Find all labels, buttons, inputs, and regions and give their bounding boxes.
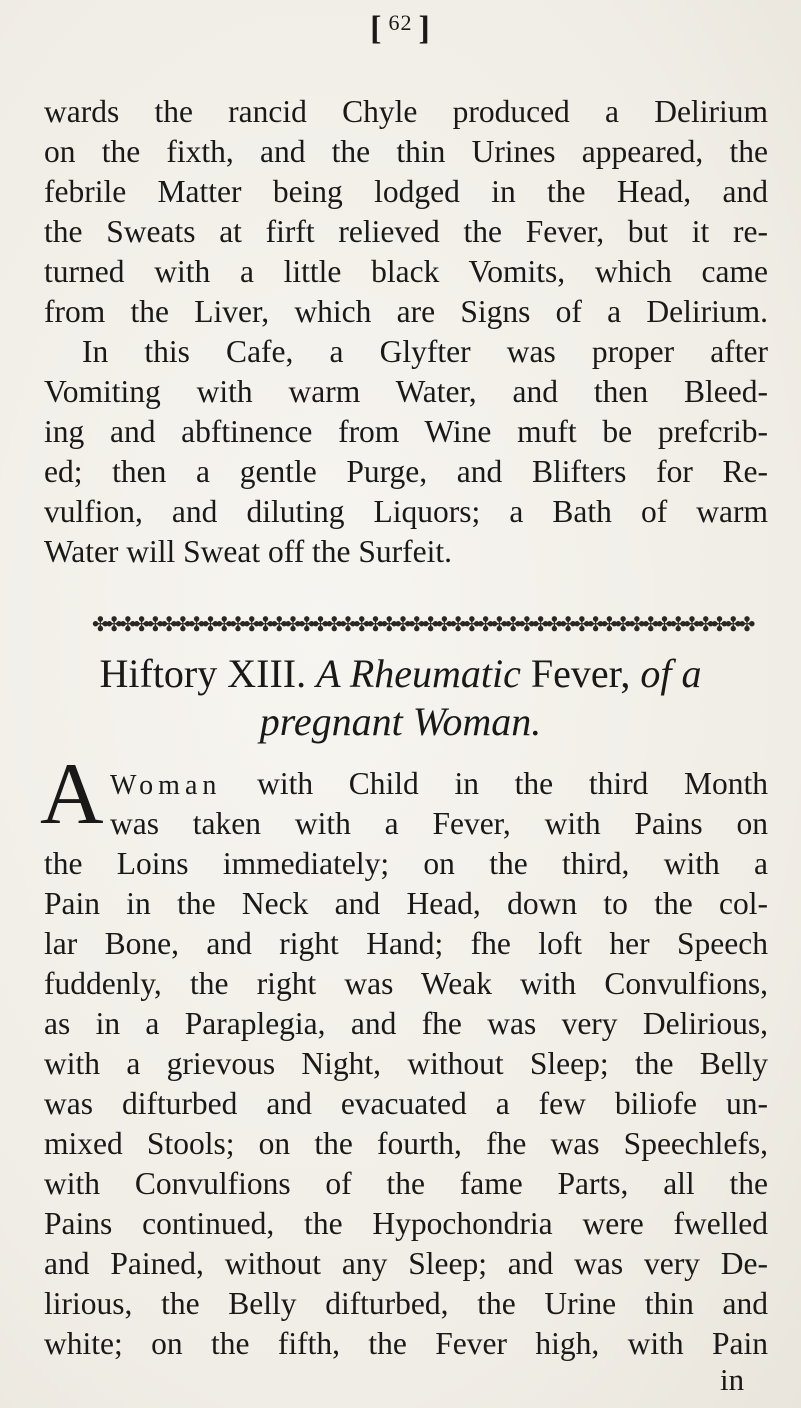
drop-capital: A [40,746,104,843]
folio-bracket-close: ] [418,10,431,47]
text-line: Vomiting with warm Water, and then Bleed- [44,374,768,409]
text-line: Water will Sweat off the Surfeit. [44,534,453,569]
text-line: with a grievous Night, without Sleep; the Belly [44,1046,768,1081]
text-line: the Loins immediately; on the third, with a [44,846,768,881]
text-line: lar Bone, and right Hand; fhe loft her Speech [44,926,768,961]
text-line: the Sweats at firft relieved the Fever, but it re- [44,214,768,249]
first-word-smallcaps: Woman [110,770,222,801]
text-line: vulfion, and diluting Liquors; a Bath of warm [44,494,768,529]
heading-of-a: of a [640,651,702,696]
heading-italic-part: A Rheumatic [316,651,521,696]
text-line-first [110,764,768,806]
text-line: fuddenly, the right was Weak with Convulfions, [44,966,768,1001]
section-heading [0,650,801,698]
heading-fever: Fever, [530,651,631,696]
text-line: and Pained, without any Sleep; and was very De- [44,1246,768,1281]
text-line: ed; then a gentle Purge, and Blifters for Re- [44,454,768,489]
page-number [0,10,801,48]
text-line: lirious, the Belly difturbed, the Urine thin and [44,1286,768,1321]
text-line: turned with a little black Vomits, which came [44,254,768,289]
heading-pregnant-woman: pregnant Woman. [259,699,542,744]
section-subheading [0,698,801,746]
text-fragment: with Child in the third Month [257,766,768,801]
text-line: In this Cafe, a Glyfter was proper after [82,334,768,369]
text-line: was taken with a Fever, with Pains on [110,806,768,841]
text-line: from the Liver, which are Signs of a Delirium. [44,294,768,329]
text-line: on the fixth, and the thin Urines appeared, the [44,134,768,169]
text-line: wards the rancid Chyle produced a Delirium [44,94,768,129]
heading-history-number: Hiftory XIII. [99,651,307,696]
text-line: was difturbed and evacuated a few biliofe un- [44,1086,768,1121]
text-line: Pains continued, the Hypochondria were fwelled [44,1206,768,1241]
text-line: mixed Stools; on the fourth, fhe was Speechlefs, [44,1126,768,1161]
text-line: as in a Paraplegia, and fhe was very Delirious, [44,1006,768,1041]
folio-number: 62 [388,10,413,35]
text-line: ing and abftinence from Wine muft be prefcrib- [44,414,768,449]
ornamental-rule: ✤✤✤✤✤✤✤✤✤✤✤✤✤✤✤✤✤✤✤✤✤✤✤✤✤✤✤✤✤✤✤✤✤✤✤✤✤✤✤✤✤✤✤✤✤✤✤✤ [92,614,753,636]
text-line: with Convulfions of the fame Parts, all the [44,1166,768,1201]
catchword: in [720,1362,745,1397]
folio-bracket-open: [ [370,10,383,47]
text-line: white; on the fifth, the Fever high, with Pain [44,1326,768,1361]
text-line: febrile Matter being lodged in the Head, and [44,174,768,209]
text-line: Pain in the Neck and Head, down to the col- [44,886,768,921]
